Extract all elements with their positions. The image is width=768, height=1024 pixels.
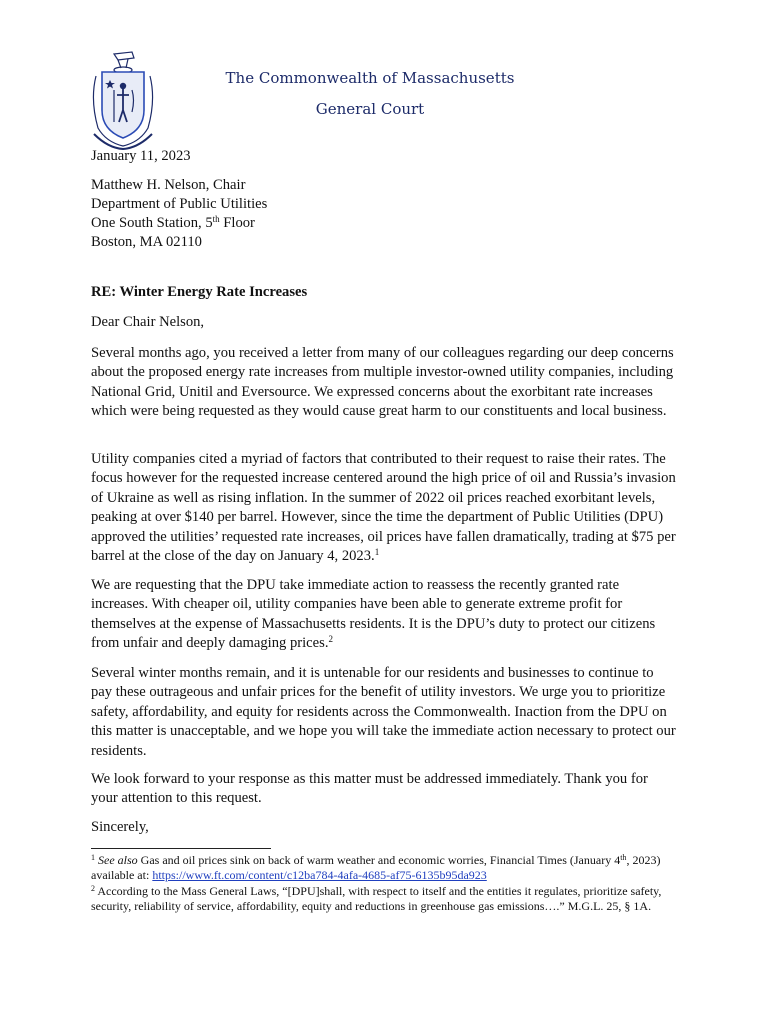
paragraph-2: Utility companies cited a myriad of factors that contributed to their request to raise their rates. The focus however for the requested increase centered around the high price of oil and Russia’s invasion of Ukraine as well as rising inflation. In the summer of 2022 oil prices reached exorbitant levels, peaking at over $140 per barrel. However, since the time the department of Public Utilities (DPU) approved the utilities’ requested rate increases, oil prices have fallen dramatically, trading at $75 per barrel at the close of the day on January 4, 2023.$^1$ [91,451,676,565]
paragraph-1: Several months ago, you received a letter from many of our colleagues regarding our deep concerns about the proposed energy rate increases from multiple investor-owned utility companies, including National Grid, Unitil and Eversource. We expressed concerns about the exorbitant rate increases which were being requested as they would cause great harm to our constituents and local business. [91,345,674,420]
footnote-link[interactable]: https://www.ft.com/content/c12ba784-4afa-4685-af75-6135b95da923 [152,868,487,883]
footnote-divider [91,848,271,849]
footnote-2: $^2$ According to the Mass General Laws, “[DPU]shall, with respect to itself and the entities it regulates, prioritize safety, security, reliability of service, affordability, equity and reductions in greenhouse gas emissions….” M.G.L. 25, § 1A. [91,884,662,914]
footnote-1: $^1$ See also Gas and oil prices sink on back of warm weather and economic worries, Financial Times (January 4th, 2023) available at: https://www.ft.com/content/c12ba784-4afa-4685-af75-6135b95da923 [91,853,661,883]
paragraph-5: We look forward to your response as this matter must be addressed immediately. Thank you for your attention to this request. [91,771,648,807]
subject-line: RE: Winter Energy Rate Increases [91,284,308,300]
letter-date: January 11, 2023 [91,148,191,164]
paragraph-3: We are requesting that the DPU take immediate action to reassess the recently granted rate increases. With cheaper oil, utility companies have been able to generate extreme profit for themselves at the expense of Massachusetts residents. It is the DPU’s duty to protect our citizens from unfair and deeply damaging prices.$^2$ [91,577,656,652]
letterhead-title: The Commonwealth of Massachusetts [225,69,515,87]
recipient-org: Department of Public Utilities [91,196,268,212]
letterhead-subtitle: General Court [315,100,425,118]
massachusetts-seal-icon [88,50,154,150]
recipient-name: Matthew H. Nelson, Chair [91,177,246,193]
closing: Sincerely, [91,819,149,835]
recipient-address-2: Boston, MA 02110 [91,234,202,250]
recipient-address-1: One South Station, 5th Floor [91,214,255,231]
paragraph-4: Several winter months remain, and it is untenable for our residents and businesses to continue to pay these outrageous and unfair prices for the benefit of utility investors. We urge you to prioritize safety, affordability, and equity for residents across the Commonwealth. Inaction from the DPU on this matter is unacceptable, and we hope you will take the immediate action necessary to protect our residents. [91,665,676,759]
footnote-ref-1: 1 [374,547,380,558]
salutation: Dear Chair Nelson, [91,314,205,330]
footnote-ref-2: 2 [328,634,333,645]
